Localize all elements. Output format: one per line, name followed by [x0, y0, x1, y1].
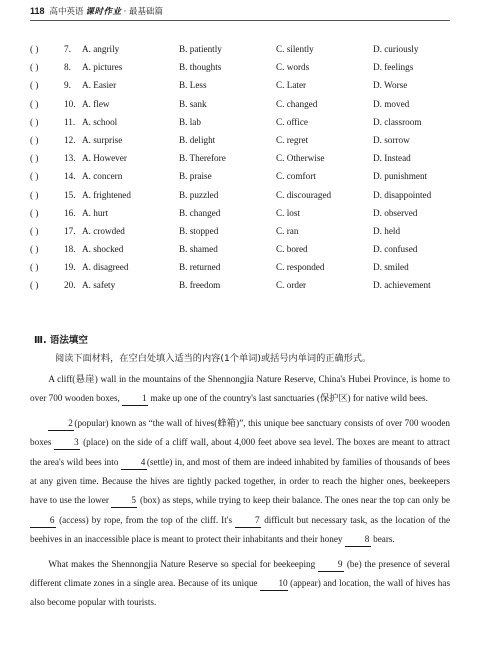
option-b: B. puzzled [179, 189, 219, 200]
question-number: 15. [64, 189, 76, 200]
passage-text: A cliff(悬崖) wall in the mountains of the Shennongjia Nature Reserve, China's Hubei Province, is home to over 700 wooden boxes, [30, 374, 450, 404]
question-row [30, 240, 470, 258]
question-row [30, 40, 470, 58]
option-b: B. shamed [179, 244, 218, 255]
answer-bracket[interactable]: ( ) [30, 44, 39, 54]
option-d: D. smiled [373, 262, 409, 273]
blank-6[interactable]: 6 [30, 513, 56, 528]
option-a: A. crowded [82, 225, 125, 236]
book-title: 高中英语 [49, 7, 84, 17]
question-number: 11. [64, 116, 76, 127]
answer-bracket[interactable]: ( ) [30, 116, 39, 127]
paragraph-1 [30, 370, 450, 409]
page-number: 118 [30, 6, 45, 16]
passage-text: (box) as steps, while trying to keep their balance. The ones near the top can only be [140, 495, 451, 506]
option-b: B. delight [179, 134, 216, 145]
section-title: Ⅲ. 语法填空 [34, 335, 88, 346]
passage-text: What makes the Shennongjia Nature Reserve so special for beekeeping [48, 558, 316, 569]
answer-bracket[interactable]: ( ) [30, 62, 39, 73]
option-b: B. sank [179, 98, 207, 109]
option-a: A. hurt [82, 207, 109, 218]
blank-9[interactable]: 9 [318, 557, 344, 572]
passage-text: (access) by rope, from the top of the cliff. It's [59, 514, 233, 525]
blank-5[interactable]: 5 [111, 493, 137, 508]
option-a: A. shocked [82, 244, 124, 255]
answer-bracket[interactable]: ( ) [30, 80, 39, 91]
question-number: 17. [64, 225, 76, 236]
option-d: D. curiously [373, 44, 419, 54]
option-b: B. returned [179, 262, 221, 273]
blank-4[interactable]: 4 [121, 455, 147, 470]
option-a: A. flew [82, 98, 110, 109]
option-c: C. changed [276, 98, 318, 109]
answer-bracket[interactable]: ( ) [30, 244, 39, 255]
option-c: C. ran [276, 225, 299, 236]
option-d: D. Worse [373, 80, 408, 91]
question-number: 9. [64, 80, 71, 91]
option-b: B. praise [179, 171, 212, 182]
option-a: A. surprise [82, 134, 123, 145]
header-rule [30, 20, 450, 21]
option-d: D. achievement [373, 280, 431, 291]
option-a: A. frightened [82, 189, 131, 200]
option-c: C. silently [276, 44, 314, 54]
option-c: C. order [276, 280, 307, 291]
answer-bracket[interactable]: ( ) [30, 189, 39, 200]
question-row [30, 204, 470, 222]
passage-text: (be) the presence of several different climate zones in a single area. Because of its unique [30, 558, 451, 589]
question-row [30, 167, 470, 185]
option-b: B. changed [179, 207, 221, 218]
question-list [30, 40, 470, 295]
answer-bracket[interactable]: ( ) [30, 134, 39, 145]
question-number: 19. [64, 262, 76, 273]
passage-text: (settle) in, and most of them are indeed inhabited by families of thousands of bees at any given time. Because the hives are tightly packed together, in order to reach the higher ones, beekeepers have to use the lower [30, 456, 451, 506]
option-d: D. sorrow [373, 134, 410, 145]
question-number: 10. [64, 98, 76, 109]
answer-bracket[interactable]: ( ) [30, 207, 39, 218]
option-c: C. discouraged [276, 189, 332, 200]
question-row [30, 149, 470, 167]
option-d: D. classroom [373, 116, 422, 127]
option-c: C. lost [276, 207, 300, 218]
paragraph-2 [30, 414, 450, 550]
question-row [30, 95, 470, 113]
page-header [30, 3, 450, 19]
section-instruction: 阅读下面材料，在空白处填入适当的内容(1个单词)或括号内单词的正确形式。 [55, 353, 372, 364]
question-number: 16. [64, 207, 76, 218]
option-d: D. Instead [373, 153, 411, 164]
blank-3[interactable]: 3 [54, 435, 80, 450]
question-number: 7. [64, 44, 71, 54]
answer-bracket[interactable]: ( ) [30, 153, 39, 164]
option-b: B. patiently [179, 44, 222, 54]
option-a: A. pictures [82, 62, 123, 73]
option-a: A. school [82, 116, 118, 127]
option-b: B. Therefore [179, 153, 226, 164]
option-a: A. Easier [82, 80, 117, 91]
question-row [30, 113, 470, 131]
option-d: D. confused [373, 244, 418, 255]
question-row [30, 131, 470, 149]
option-d: D. disappointed [373, 189, 432, 200]
answer-bracket[interactable]: ( ) [30, 98, 39, 109]
question-number: 18. [64, 244, 76, 255]
option-c: C. regret [276, 134, 309, 145]
passage-text: (appear) and location, the wall of hives has also become popular with tourists. [30, 578, 451, 608]
option-c: C. words [276, 62, 310, 73]
book-brand: 课时作业 [85, 7, 122, 17]
question-row [30, 222, 470, 240]
book-subtitle: · 最基础篇 [123, 7, 163, 17]
question-row [30, 186, 470, 204]
passage-text: (popular) known as “the wall of hives(蜂箱)”, this unique bee sanctuary consists of over 700 wooden boxes [30, 417, 450, 448]
option-a: A. However [82, 153, 127, 164]
question-number: 14. [64, 171, 76, 182]
answer-bracket[interactable]: ( ) [30, 280, 39, 291]
blank-2[interactable]: 2 [48, 416, 74, 431]
option-c: C. Later [276, 80, 307, 91]
blank-1[interactable]: 1 [122, 391, 148, 406]
option-c: C. office [276, 116, 308, 127]
option-a: A. disagreed [82, 262, 129, 273]
option-c: C. responded [276, 262, 325, 273]
option-d: D. punishment [373, 171, 428, 182]
option-b: B. lab [179, 116, 201, 127]
option-b: B. Less [179, 80, 207, 91]
option-d: D. observed [373, 207, 418, 218]
option-a: A. safety [82, 280, 116, 291]
question-row [30, 258, 470, 276]
blank-10[interactable]: 10 [260, 576, 288, 591]
blank-7[interactable]: 7 [235, 513, 261, 528]
answer-bracket[interactable]: ( ) [30, 262, 39, 273]
question-number: 13. [64, 153, 76, 164]
grammar-passage [30, 370, 450, 618]
option-a: A. angrily [82, 44, 120, 54]
option-d: D. feelings [373, 62, 414, 73]
passage-text: make up one of the country's last sanctuaries (保护区) for native wild bees. [150, 393, 428, 404]
question-row [30, 58, 470, 76]
option-c: C. Otherwise [276, 153, 325, 164]
option-b: B. freedom [179, 280, 221, 291]
question-number: 8. [64, 62, 71, 73]
option-b: B. thoughts [179, 62, 222, 73]
passage-text: (place) on the side of a cliff wall, about 4,000 feet above sea level. The boxes are meant to attract the area's wild bees into [30, 437, 451, 467]
paragraph-3 [30, 555, 450, 613]
blank-8[interactable]: 8 [345, 532, 371, 547]
answer-bracket[interactable]: ( ) [30, 225, 39, 236]
option-a: A. concern [82, 171, 123, 182]
passage-text: difficult but necessary task, as the location of the beehives in an inaccessible place is meant to protect their inhabitants and their honey [30, 514, 451, 545]
option-b: B. stopped [179, 225, 219, 236]
option-d: D. moved [373, 98, 410, 109]
question-row [30, 76, 470, 94]
question-row [30, 276, 470, 294]
option-c: C. comfort [276, 171, 316, 182]
option-c: C. bored [276, 244, 308, 255]
question-number: 20. [64, 280, 76, 291]
answer-bracket[interactable]: ( ) [30, 171, 39, 182]
option-d: D. held [373, 225, 401, 236]
question-number: 12. [64, 134, 76, 145]
passage-text: bears. [373, 534, 395, 545]
